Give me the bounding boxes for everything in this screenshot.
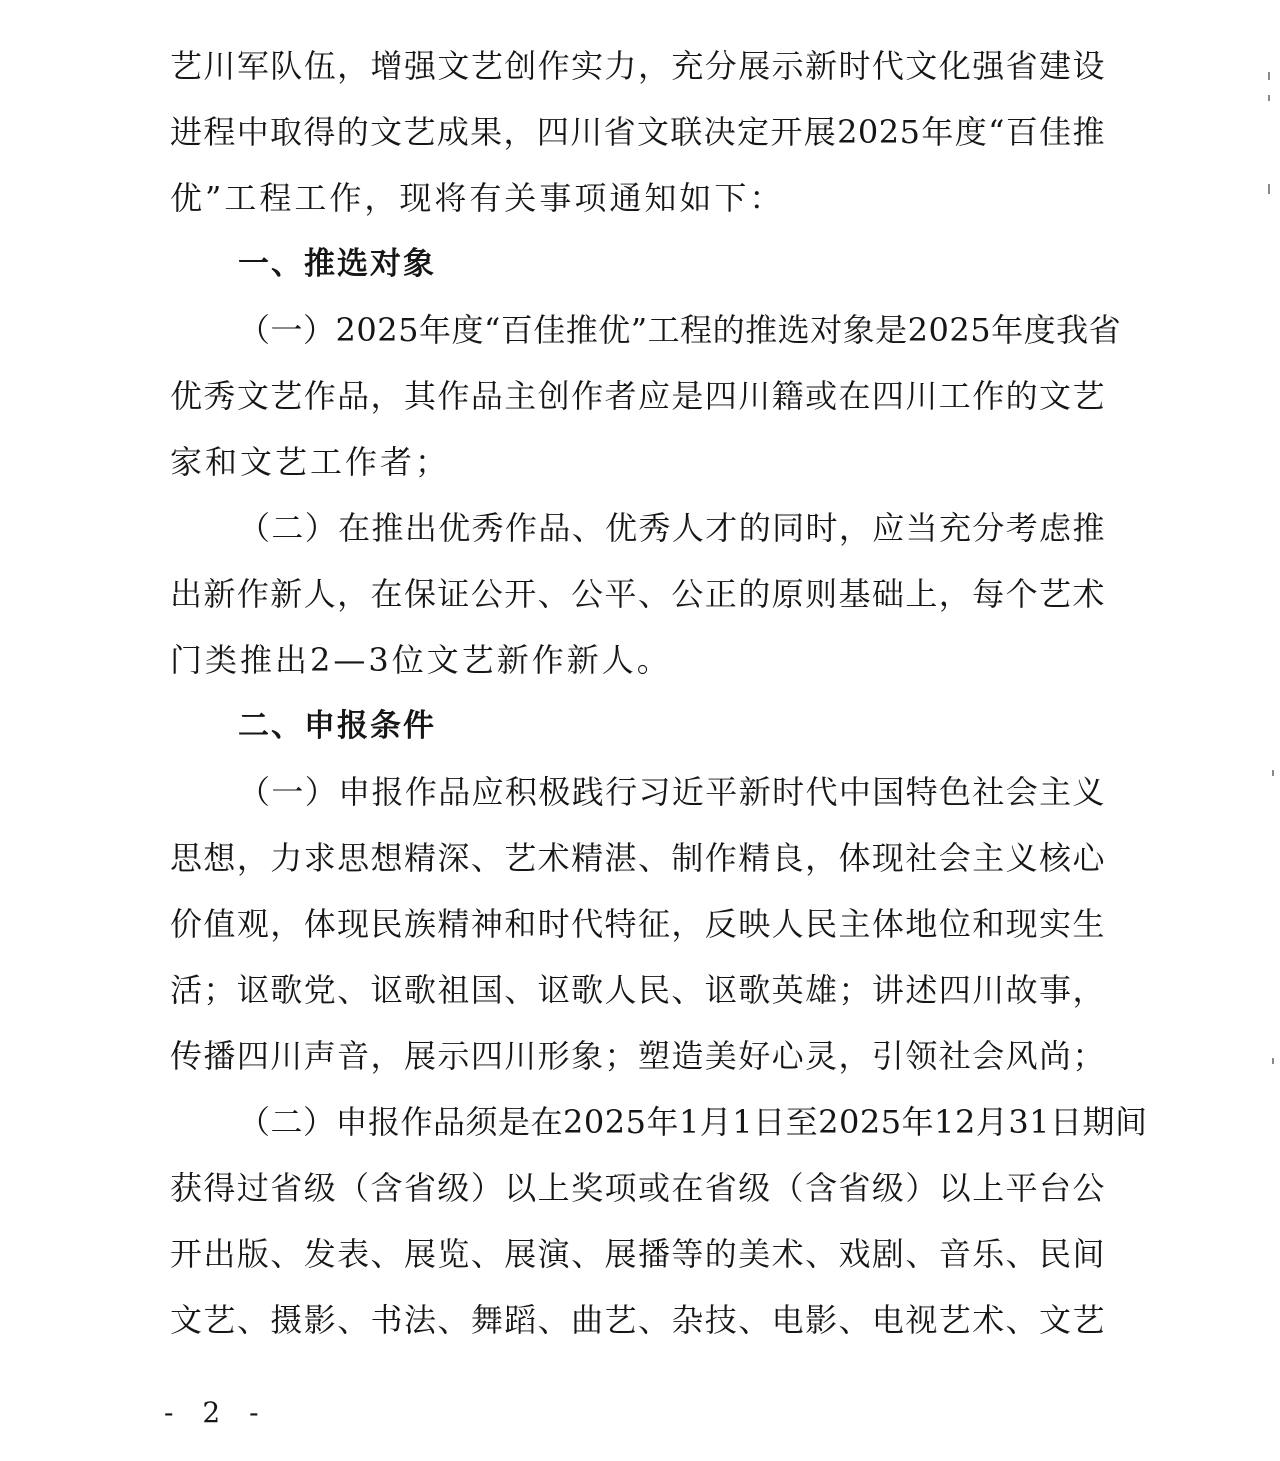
section-heading-application-conditions: 二、申报条件	[238, 708, 436, 744]
paragraph-line: 家和文艺工作者；	[170, 443, 451, 481]
paragraph-line: 传播四川声音，展示四川形象；塑造美好心灵，引领社会风尚；	[170, 1037, 1105, 1075]
paragraph-line: 活；讴歌党、讴歌祖国、讴歌人民、讴歌英雄；讲述四川故事，	[170, 971, 1105, 1009]
scan-artifact	[1272, 1058, 1274, 1064]
paragraph-line: 进程中取得的文艺成果，四川省文联决定开展2025年度“百佳推	[170, 113, 1105, 151]
paragraph-line: （二）申报作品须是在2025年1月1日至2025年12月31日期间	[238, 1103, 1148, 1141]
paragraph-line: 价值观，体现民族精神和时代特征，反映人民主体地位和现实生	[170, 905, 1105, 943]
scan-artifact	[1268, 72, 1270, 80]
paragraph-line: 艺川军队伍，增强文艺创作实力，充分展示新时代文化强省建设	[170, 47, 1105, 85]
section-heading-selection-targets: 一、推选对象	[238, 246, 436, 282]
paragraph-line: 思想，力求思想精深、艺术精湛、制作精良，体现社会主义核心	[170, 839, 1105, 877]
scan-artifact	[1268, 95, 1270, 101]
paragraph-line: 优”工程工作，现将有关事项通知如下：	[170, 179, 785, 217]
paragraph-line: 优秀文艺作品，其作品主创作者应是四川籍或在四川工作的文艺	[170, 377, 1105, 415]
paragraph-line: （一）申报作品应积极践行习近平新时代中国特色社会主义	[238, 773, 1105, 811]
scan-artifact	[1268, 184, 1270, 194]
paragraph-line: 开出版、发表、展览、展演、展播等的美术、戏剧、音乐、民间	[170, 1235, 1105, 1273]
page-number: - 2 -	[164, 1396, 269, 1429]
paragraph-line: 文艺、摄影、书法、舞蹈、曲艺、杂技、电影、电视艺术、文艺	[170, 1301, 1105, 1339]
scan-artifact	[1272, 770, 1274, 776]
paragraph-line: 获得过省级（含省级）以上奖项或在省级（含省级）以上平台公	[170, 1169, 1105, 1207]
paragraph-line: 门类推出2—3位文艺新作新人。	[170, 641, 672, 679]
paragraph-line: （二）在推出优秀作品、优秀人才的同时，应当充分考虑推	[238, 509, 1105, 547]
paragraph-line: （一）2025年度“百佳推优”工程的推选对象是2025年度我省	[238, 311, 1122, 349]
paragraph-line: 出新作新人，在保证公开、公平、公正的原则基础上，每个艺术	[170, 575, 1105, 613]
